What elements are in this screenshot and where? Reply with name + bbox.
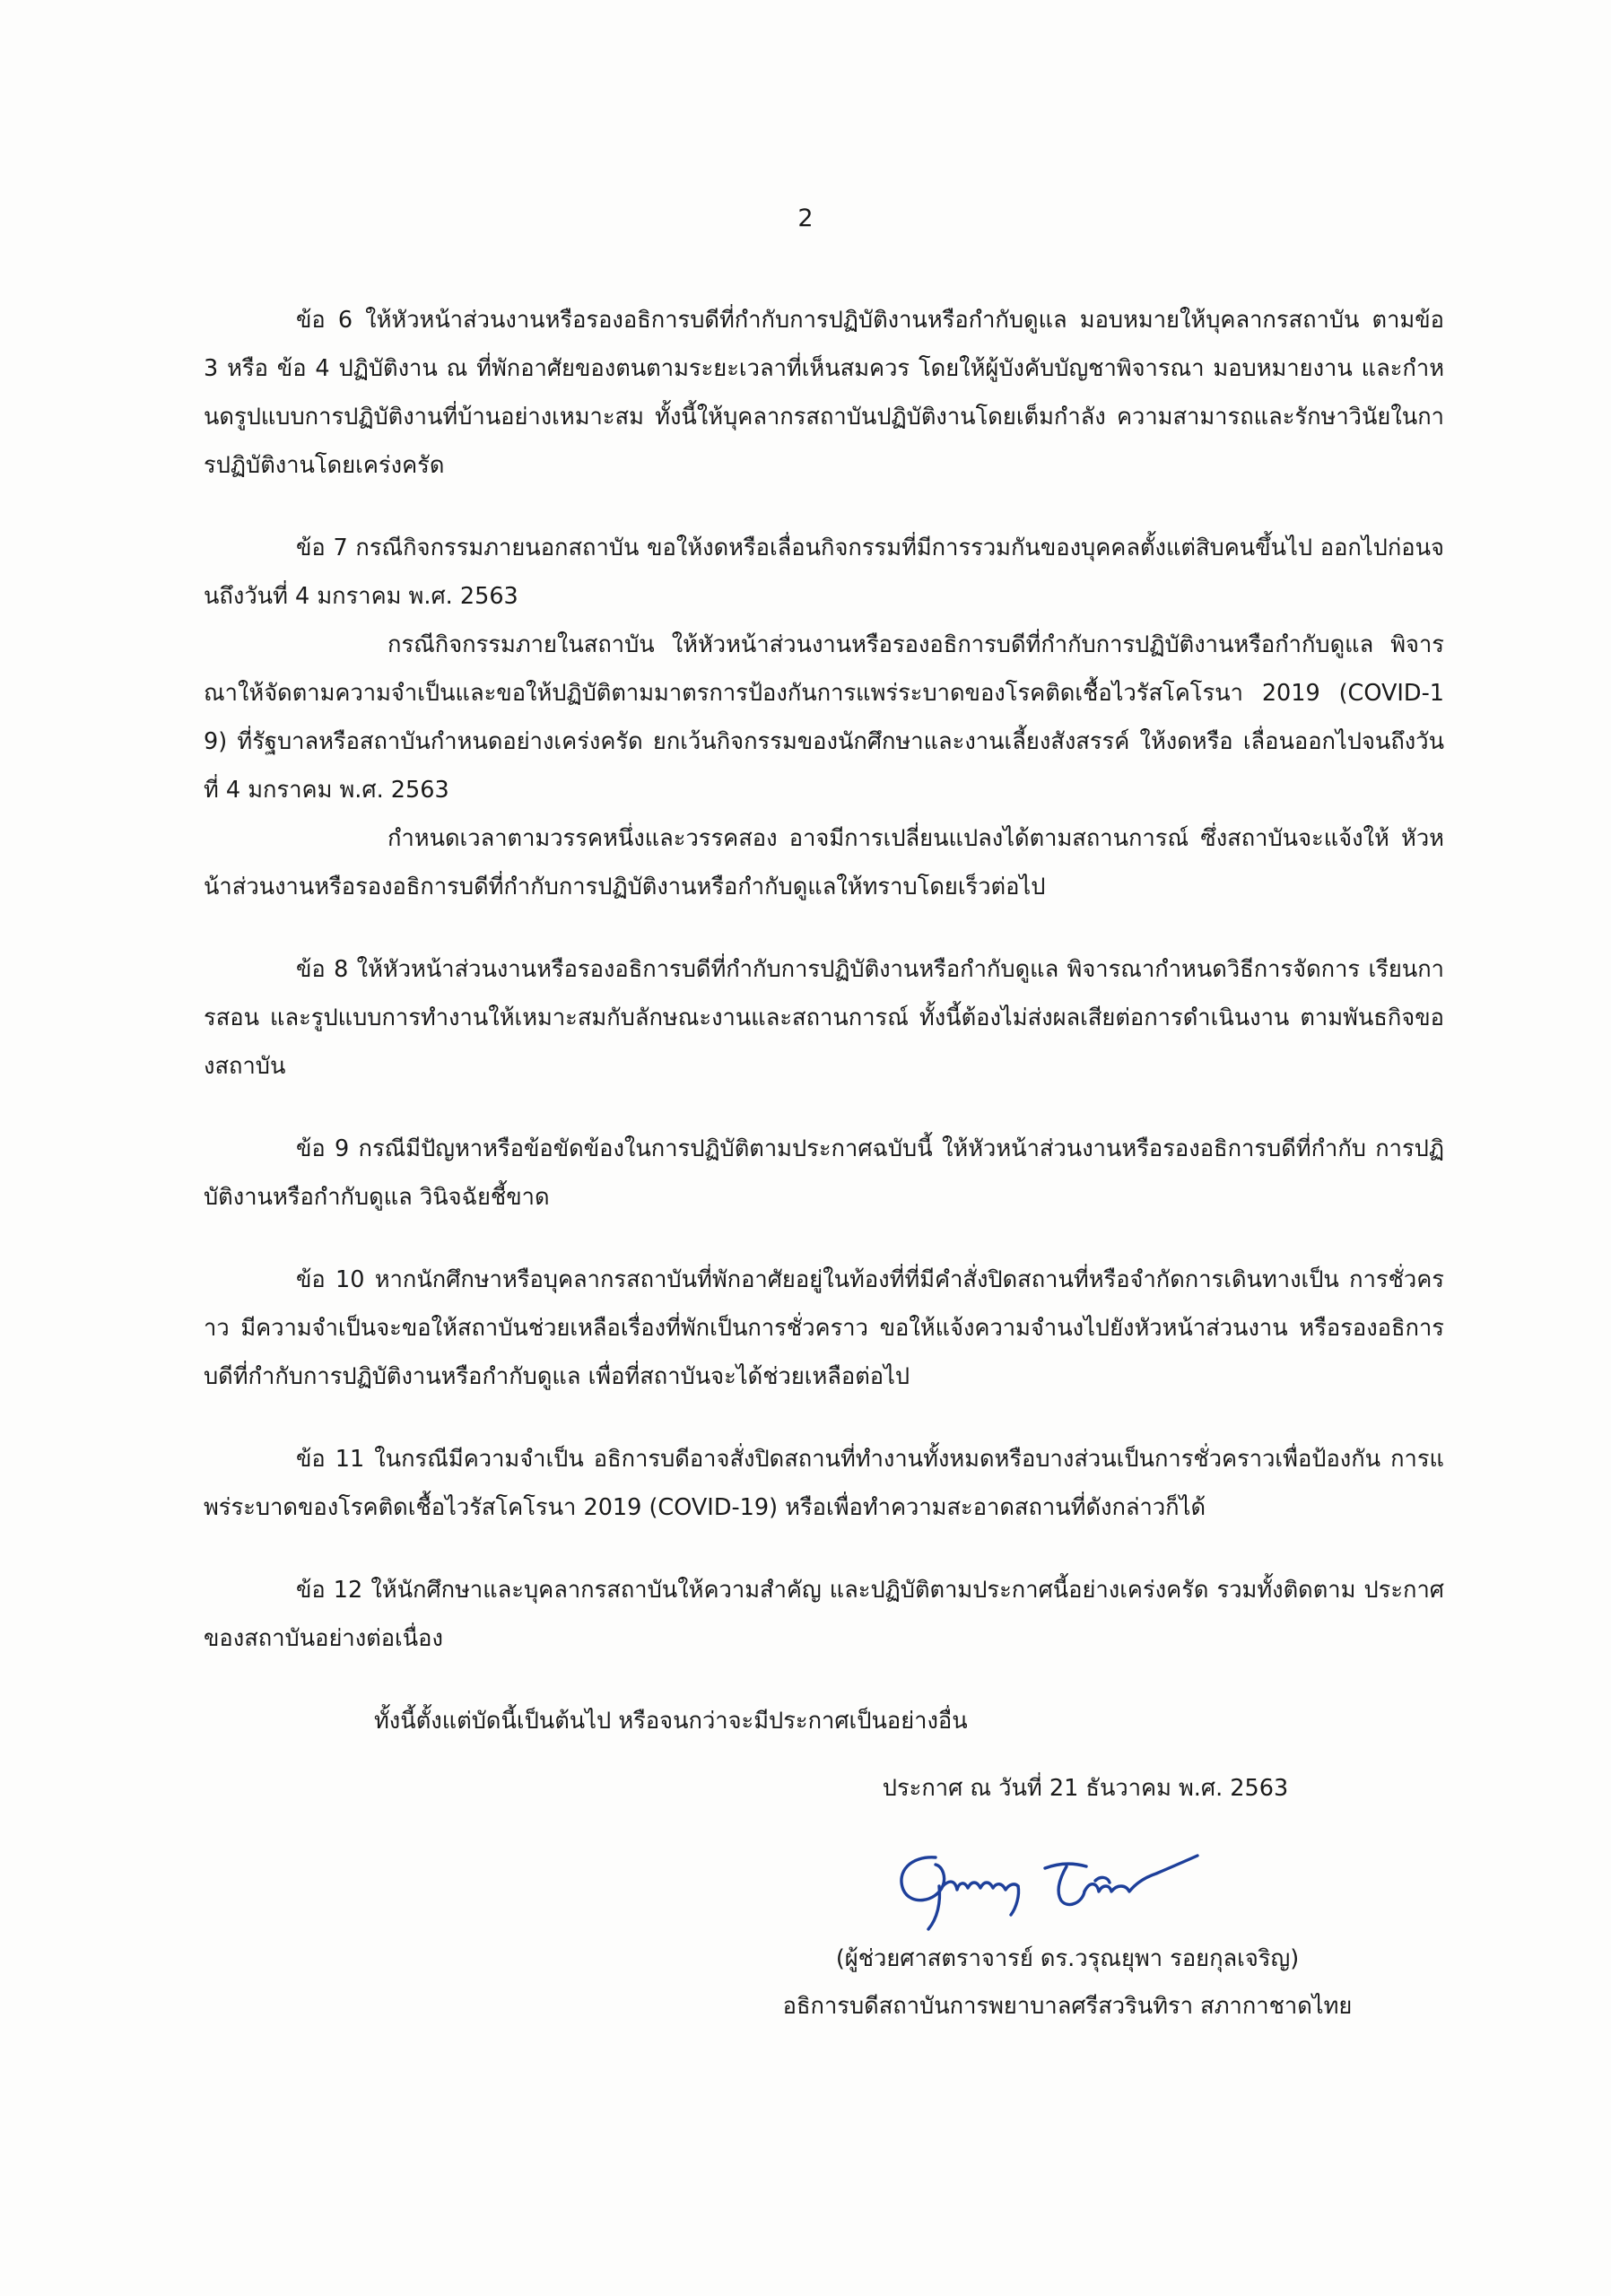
page-number: 2 bbox=[797, 204, 814, 232]
signatory-title: อธิการบดีสถาบันการพยาบาลศรีสวรินทิรา สภากาชาดไทย bbox=[782, 1993, 1353, 2020]
paragraph-clause-8: ข้อ 8 ให้หัวหน้าส่วนงานหรือรองอธิการบดีที่กำกับการปฏิบัติงานหรือกำกับดูแล พิจารณากำหนดวิธีการจัดการ เรียนการสอน และรูปแบบการทำงานให้เหมาะสมกับลักษณะงานและสถานการณ์ ทั้งนี้ต้องไม่ส่งผลเสียต่อการดำเนินงาน ตามพันธกิจของสถาบัน bbox=[204, 956, 1444, 1080]
paragraph-clause-12: ข้อ 12 ให้นักศึกษาและบุคลากรสถาบันให้ความสำคัญ และปฏิบัติตามประกาศนี้อย่างเคร่งครัด รวมทั้งติดตาม ประกาศของสถาบันอย่างต่อเนื่อง bbox=[204, 1577, 1444, 1652]
paragraph-clause-7: ข้อ 7 กรณีกิจกรรมภายนอกสถาบัน ขอให้งดหรือเลื่อนกิจกรรมที่มีการรวมกันของบุคคลตั้งแต่สิบคนขึ้นไป ออกไปก่อนจนถึงวันที่ 4 มกราคม พ.ศ. 2563 bbox=[204, 535, 1444, 610]
paragraph-clause-11: ข้อ 11 ในกรณีมีความจำเป็น อธิการบดีอาจสั่งปิดสถานที่ทำงานทั้งหมดหรือบางส่วนเป็นการชั่วคราวเพื่อป้องกัน การแพร่ระบาดของโรคติดเชื้อไวรัสโคโรนา 2019 (COVID-19) หรือเพื่อทำความสะอาดสถานที่ดังกล่าวก็ได้ bbox=[204, 1446, 1444, 1521]
announcement-body bbox=[204, 296, 1444, 1745]
signatory-name: (ผู้ช่วยศาสตราจารย์ ดร.วรุณยุพา รอยกุลเจริญ) bbox=[835, 1945, 1300, 1972]
handwritten-signature-icon bbox=[884, 1836, 1206, 1935]
paragraph-clause-7-timing: กำหนดเวลาตามวรรคหนึ่งและวรรคสอง อาจมีการเปลี่ยนแปลงได้ตามสถานการณ์ ซึ่งสถาบันจะแจ้งให้ หัวหน้าส่วนงานหรือรองอธิการบดีที่กำกับการปฏิบัติงานหรือกำกับดูแลให้ทราบโดยเร็วต่อไป bbox=[204, 825, 1444, 900]
paragraph-clause-9: ข้อ 9 กรณีมีปัญหาหรือข้อขัดข้องในการปฏิบัติตามประกาศฉบับนี้ ให้หัวหน้าส่วนงานหรือรองอธิการบดีที่กำกับ การปฏิบัติงานหรือกำกับดูแล วินิจฉัยชี้ขาด bbox=[204, 1135, 1444, 1211]
announcement-date: ประกาศ ณ วันที่ 21 ธันวาคม พ.ศ. 2563 bbox=[882, 1775, 1289, 1802]
closing-statement: ทั้งนี้ตั้งแต่บัดนี้เป็นต้นไป หรือจนกว่าจะมีประกาศเป็นอย่างอื่น bbox=[374, 1708, 968, 1735]
paragraph-clause-10: ข้อ 10 หากนักศึกษาหรือบุคลากรสถาบันที่พักอาศัยอยู่ในท้องที่ที่มีคำสั่งปิดสถานที่หรือจำกัดการเดินทางเป็น การชั่วคราว มีความจำเป็นจะขอให้สถาบันช่วยเหลือเรื่องที่พักเป็นการชั่วคราว ขอให้แจ้งความจำนงไปยังหัวหน้าส่วนงาน หรือรองอธิการบดีที่กำกับการปฏิบัติงานหรือกำกับดูแล เพื่อที่สถาบันจะได้ช่วยเหลือต่อไป bbox=[204, 1266, 1444, 1390]
paragraph-clause-7-internal: กรณีกิจกรรมภายในสถาบัน ให้หัวหน้าส่วนงานหรือรองอธิการบดีที่กำกับการปฏิบัติงานหรือกำกับดูแล พิจารณาให้จัดตามความจำเป็นและขอให้ปฏิบัติตามมาตรการป้องกันการแพร่ระบาดของโรคติดเชื้อไวรัสโคโรนา 2019 (COVID-19) ที่รัฐบาลหรือสถาบันกำหนดอย่างเคร่งครัด ยกเว้นกิจกรรมของนักศึกษาและงานเลี้ยงสังสรรค์ ให้งดหรือ เลื่อนออกไปจนถึงวันที่ 4 มกราคม พ.ศ. 2563 bbox=[204, 631, 1444, 804]
paragraph-clause-6: ข้อ 6 ให้หัวหน้าส่วนงานหรือรองอธิการบดีที่กำกับการปฏิบัติงานหรือกำกับดูแล มอบหมายให้บุคลากรสถาบัน ตามข้อ 3 หรือ ข้อ 4 ปฏิบัติงาน ณ ที่พักอาศัยของตนตามระยะเวลาที่เห็นสมควร โดยให้ผู้บังคับบัญชาพิจารณา มอบหมายงาน และกำหนดรูปแบบการปฏิบัติงานที่บ้านอย่างเหมาะสม ทั้งนี้ให้บุคลากรสถาบันปฏิบัติงานโดยเต็มกำลัง ความสามารถและรักษาวินัยในการปฏิบัติงานโดยเคร่งครัด bbox=[204, 307, 1444, 479]
